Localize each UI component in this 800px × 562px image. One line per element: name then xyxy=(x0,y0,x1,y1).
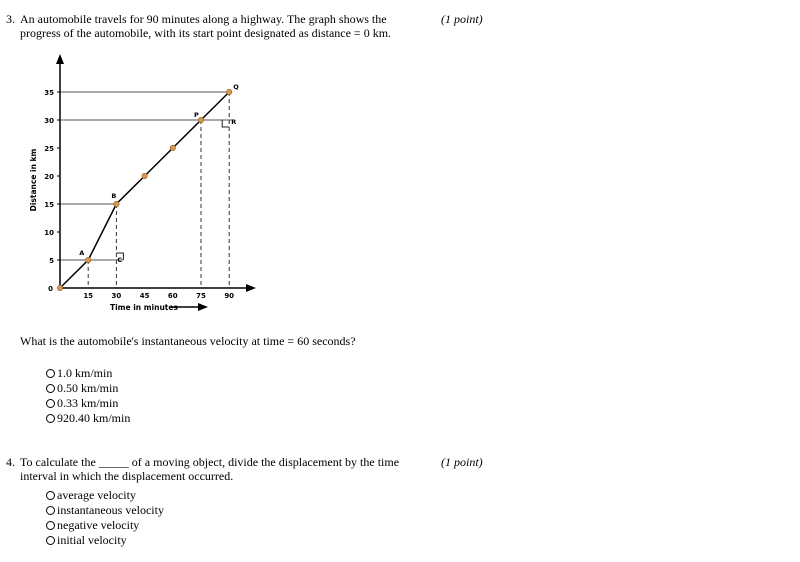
answer-option[interactable] xyxy=(46,366,130,381)
answer-option[interactable] xyxy=(46,488,164,503)
y-tick-label: 15 xyxy=(44,201,54,209)
x-tick-label: 45 xyxy=(139,292,150,300)
x-tick-label: 90 xyxy=(224,292,235,300)
radio-button[interactable] xyxy=(46,414,55,423)
y-tick-label: 25 xyxy=(44,145,54,153)
radio-button[interactable] xyxy=(46,384,55,393)
distance-time-graph xyxy=(26,52,266,322)
data-point xyxy=(227,89,232,94)
option-label: average velocity xyxy=(57,488,136,502)
option-label: 920.40 km/min xyxy=(57,411,131,425)
radio-button[interactable] xyxy=(46,536,55,545)
point-label: R xyxy=(231,118,237,126)
radio-button[interactable] xyxy=(46,521,55,530)
radio-button[interactable] xyxy=(46,506,55,515)
point-label: C xyxy=(117,256,123,264)
question-3-prompt: What is the automobile's instantaneous velocity at time = 60 seconds? xyxy=(20,334,356,348)
answer-option[interactable] xyxy=(46,381,130,396)
point-label: B xyxy=(111,192,117,200)
option-label: negative velocity xyxy=(57,518,140,532)
option-label: 0.33 km/min xyxy=(57,396,119,410)
data-point xyxy=(170,145,175,150)
x-tick-label: 30 xyxy=(111,292,122,300)
point-label: A xyxy=(79,249,85,257)
y-axis-arrow xyxy=(56,54,64,64)
radio-button[interactable] xyxy=(46,399,55,408)
y-axis-label: Distance in km xyxy=(29,148,38,212)
x-tick-label: 15 xyxy=(83,292,94,300)
question-text: An automobile travels for 90 minutes along a highway. The graph shows the progress of the automobile, with its start point designated as distance = 0 km. xyxy=(20,12,392,40)
y-tick-label: 35 xyxy=(44,89,54,97)
data-point xyxy=(198,117,203,122)
right-angle-marker xyxy=(222,120,229,127)
x-tick-label: 60 xyxy=(167,292,178,300)
data-point xyxy=(142,173,147,178)
question-4-header xyxy=(0,455,800,485)
x-axis-label-arrow xyxy=(198,303,208,311)
x-axis-label: Time in minutes xyxy=(110,303,178,312)
y-tick-label: 10 xyxy=(44,229,54,237)
radio-button[interactable] xyxy=(46,491,55,500)
question-points: (1 point) xyxy=(441,12,483,26)
question-3-options xyxy=(46,366,130,426)
y-tick-label: 30 xyxy=(44,117,54,125)
answer-option[interactable] xyxy=(46,533,164,548)
x-axis-arrow xyxy=(246,284,256,292)
option-label: 1.0 km/min xyxy=(57,366,113,380)
x-tick-label: 75 xyxy=(196,292,206,300)
answer-option[interactable] xyxy=(46,411,130,426)
y-tick-label: 5 xyxy=(49,257,54,265)
point-label: Q xyxy=(233,83,239,91)
answer-option[interactable] xyxy=(46,503,164,518)
question-4-options xyxy=(46,488,164,548)
data-line xyxy=(60,92,229,288)
radio-button[interactable] xyxy=(46,369,55,378)
option-label: initial velocity xyxy=(57,533,127,547)
option-label: instantaneous velocity xyxy=(57,503,164,517)
question-text: To calculate the _____ of a moving object, divide the displacement by the time interval in which the displacement occurred. xyxy=(20,455,400,483)
answer-option[interactable] xyxy=(46,396,130,411)
data-point xyxy=(114,201,119,206)
y-tick-label: 20 xyxy=(44,173,54,181)
question-number: 4. xyxy=(6,455,15,469)
data-point xyxy=(57,285,62,290)
question-points: (1 point) xyxy=(441,455,483,469)
answer-option[interactable] xyxy=(46,518,164,533)
origin-label: 0 xyxy=(48,285,53,293)
option-label: 0.50 km/min xyxy=(57,381,119,395)
question-3-header xyxy=(0,12,800,42)
question-number: 3. xyxy=(6,12,15,26)
point-label: P xyxy=(194,111,199,119)
data-point xyxy=(86,257,91,262)
